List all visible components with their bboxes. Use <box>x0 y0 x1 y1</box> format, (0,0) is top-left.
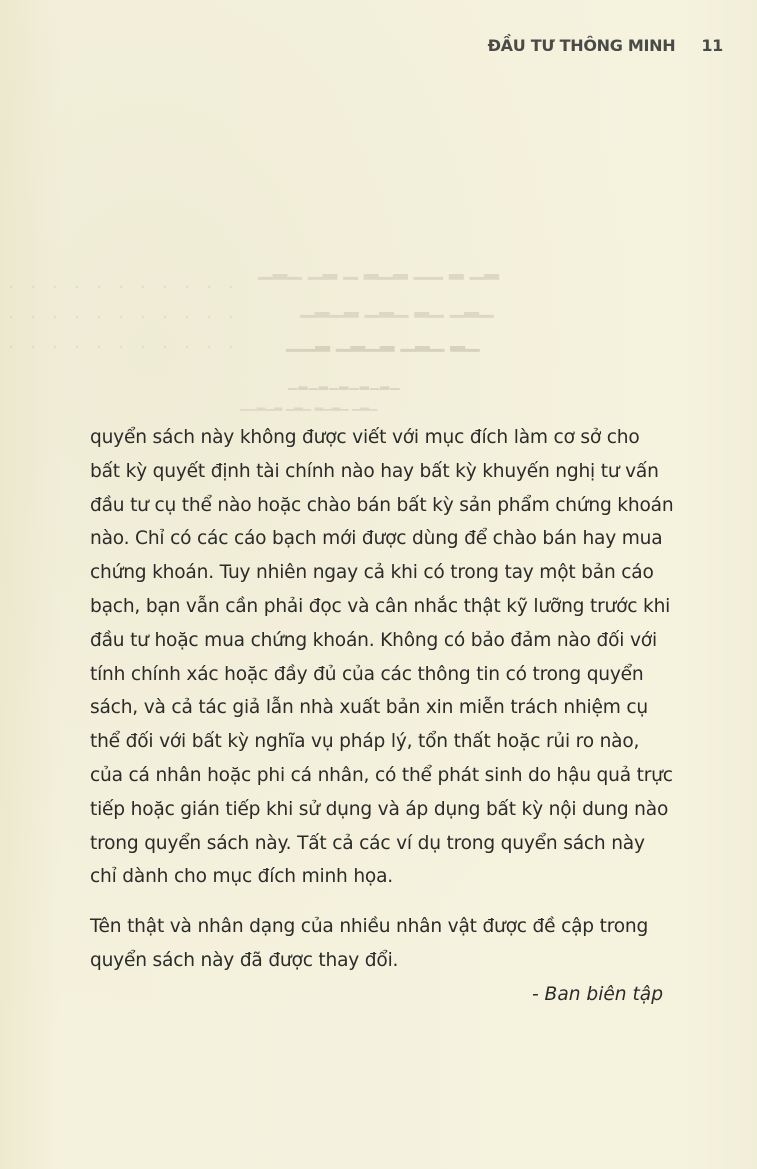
text-line: nào. Chỉ có các cáo bạch mới được dùng để chào bán hay mua <box>90 528 663 550</box>
text-line: bất kỳ quyết định tài chính nào hay bất kỳ khuyến nghị tư vấn <box>90 460 659 482</box>
text-line: chứng khoán. Tuy nhiên ngay cả khi có trong tay một bản cáo <box>90 562 654 584</box>
running-header <box>488 36 723 55</box>
show-through-line: ▁▂▁ ▁▂ ▁ ▂▁▂ ▁▁ ▂ ▁▂ <box>258 258 499 280</box>
text-line: chỉ dành cho mục đích minh họa. <box>90 866 393 888</box>
text-line: quyển sách này đã được thay đổi. <box>90 949 399 971</box>
body-text <box>90 421 680 978</box>
page-number: 11 <box>701 36 723 55</box>
text-line: đầu tư cụ thể nào hoặc chào bán bất kỳ sản phẩm chứng khoán <box>90 494 674 516</box>
editorial-signature: - Ban biên tập <box>531 984 663 1005</box>
running-title: ĐẦU TƯ THÔNG MINH <box>487 36 676 55</box>
show-through-line: ▁▂▁▂ ▁▂▁ ▂▁ ▁▂▁ <box>300 296 494 318</box>
text-line: trong quyển sách này. Tất cả các ví dụ trong quyển sách này <box>90 832 645 854</box>
text-line: sách, và cả tác giả lẫn nhà xuất bản xin miễn trách nhiệm cụ <box>90 697 648 719</box>
text-line: quyển sách này không được viết với mục đích làm cơ sở cho <box>90 427 640 448</box>
text-line: của cá nhân hoặc phi cá nhân, có thể phát sinh do hậu quả trực <box>90 764 673 786</box>
text-line: thể đối với bất kỳ nghĩa vụ pháp lý, tổn thất hoặc rủi ro nào, <box>90 731 640 753</box>
text-line: đầu tư hoặc mua chứng khoán. Không có bảo đảm nào đối với <box>90 629 657 651</box>
paragraph-disclaimer <box>90 421 680 894</box>
show-through-line: ▁▁▂ ▁▂▁▂ ▁▂▁ ▂▁ <box>286 330 480 352</box>
paragraph-name-notice <box>90 910 680 978</box>
text-line: Tên thật và nhân dạng của nhiều nhân vật được đề cập trong <box>90 916 649 938</box>
text-line: tiếp hoặc gián tiếp khi sử dụng và áp dụng bất kỳ nội dung nào <box>90 798 669 820</box>
show-through-marks <box>0 272 250 352</box>
text-line: bạch, bạn vẫn cần phải đọc và cân nhắc thật kỹ lưỡng trước khi <box>90 595 671 617</box>
text-line: tính chính xác hoặc đầy đủ của các thông tin có trong quyển <box>90 663 644 685</box>
show-through-line: ▁▁▂▁▂ ▁▂▁ ▂▁▂▁ ▁▂▁ <box>240 398 378 411</box>
show-through-line: ▁▂▁▂▁▂▁▂▁▂▁ <box>288 376 401 390</box>
